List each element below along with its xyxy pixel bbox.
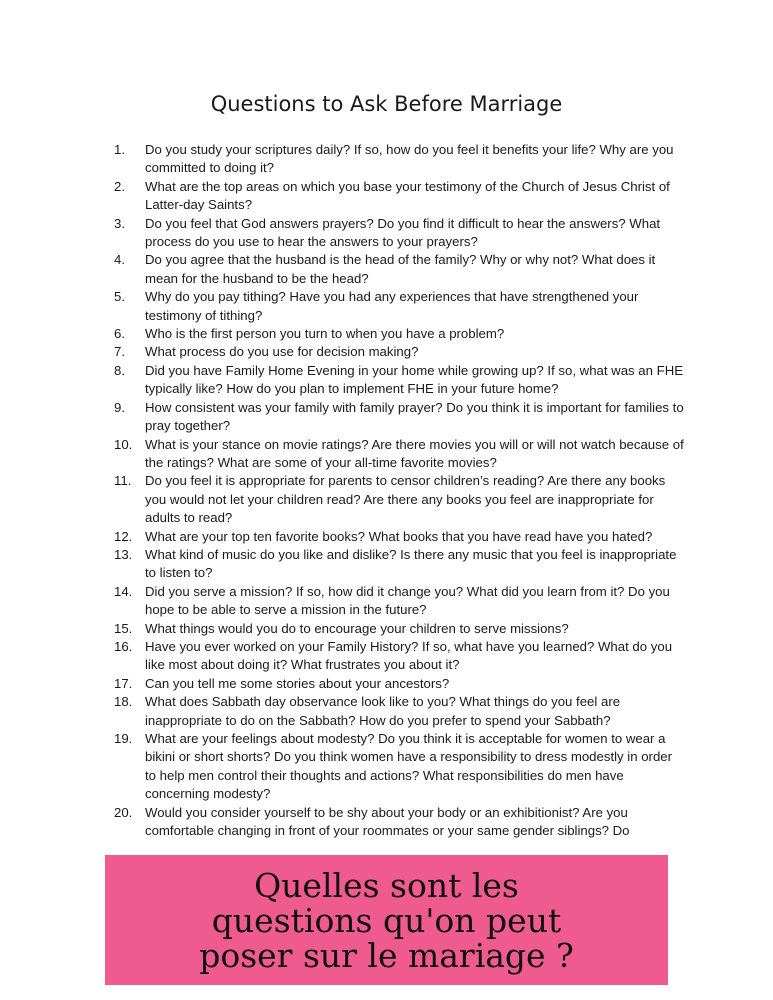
question-number: 5. <box>114 289 125 305</box>
question-text: What things would you do to encourage your children to serve missions? <box>145 620 569 636</box>
question-number: 11. <box>114 473 132 489</box>
question-number: 14. <box>114 583 133 599</box>
list-item <box>114 141 684 178</box>
list-item <box>114 288 684 325</box>
question-text: What are your top ten favorite books? What books that you have read have you hated? <box>145 528 653 544</box>
question-text: Do you agree that the husband is the head of the family? Why or why not? What does it mean for the husband to be the head? <box>145 252 656 286</box>
list-item <box>114 215 684 252</box>
question-text: Do you feel it is appropriate for parents to censor children’s reading? Are there any books you would not let your children read? Are there any books you feel are inappropriate for adults to read? <box>145 473 666 526</box>
question-number: 16. <box>114 638 133 654</box>
list-item <box>114 399 684 436</box>
question-number: 12. <box>114 528 133 544</box>
question-text: What does Sabbath day observance look like to you? What things do you feel are inappropriate to do on the Sabbath? How do you prefer to spend your Sabbath? <box>145 694 621 728</box>
list-item <box>114 472 684 527</box>
question-number: 6. <box>114 326 125 342</box>
question-text: Do you feel that God answers prayers? Do you find it difficult to hear the answers? What process do you use to hear the answers to your prayers? <box>145 215 661 250</box>
question-text: What kind of music do you like and dislike? Is there any music that you feel is inappropriate to listen to? <box>145 546 677 581</box>
page-title: Questions to Ask Before Marriage <box>210 92 563 116</box>
question-text: What are your feelings about modesty? Do you think it is acceptable for women to wear a bikini or short shorts? Do you think women have a responsibility to dress modestly in order to help men control their thoughts and actions? What responsibilities do men have concerning modesty? <box>145 731 673 802</box>
list-item <box>114 583 684 620</box>
question-text: Have you ever worked on your Family History? If so, what have you learned? What do you like most about doing it? What frustrates you about it? <box>145 638 673 673</box>
question-number: 7. <box>114 344 125 360</box>
list-item <box>114 804 684 841</box>
question-number: 20. <box>114 804 133 820</box>
question-number: 4. <box>114 252 125 268</box>
question-text: Did you serve a mission? If so, how did it change you? What did you learn from it? Do you hope to be able to serve a mission in the future? <box>145 583 670 618</box>
list-item <box>114 693 684 730</box>
list-item <box>114 730 684 804</box>
question-text: Why do you pay tithing? Have you had any experiences that have strengthened your testimony of tithing? <box>145 289 639 323</box>
question-number: 19. <box>114 731 133 746</box>
list-item <box>114 343 684 361</box>
question-number: 13. <box>114 546 133 562</box>
question-text: Do you study your scriptures daily? If so, how do you feel it benefits your life? Why are you committed to doing it? <box>145 142 674 176</box>
question-text: Who is the first person you turn to when you have a problem? <box>145 326 505 342</box>
question-text: Did you have Family Home Evening in your home while growing up? If so, what was an FHE typically like? How do you plan to implement FHE in your future home? <box>145 362 684 397</box>
question-number: 10. <box>114 436 133 452</box>
question-number: 18. <box>114 694 133 710</box>
question-number: 3. <box>114 215 125 231</box>
question-text: What process do you use for decision making? <box>145 344 419 360</box>
list-item <box>114 251 684 288</box>
question-number: 2. <box>114 178 125 194</box>
question-number: 17. <box>114 675 133 691</box>
question-text: How consistent was your family with family prayer? Do you think it is important for families to pray together? <box>145 399 684 434</box>
question-number: 9. <box>114 399 125 415</box>
list-item <box>114 675 684 693</box>
question-number: 1. <box>114 142 125 157</box>
question-text: Can you tell me some stories about your ancestors? <box>145 675 450 691</box>
question-text: Would you consider yourself to be shy about your body or an exhibitionist? Are you comfortable changing in front of your roommates or your same gender siblings? Do <box>145 804 630 839</box>
list-item <box>114 638 684 675</box>
question-number: 8. <box>114 362 125 378</box>
list-item <box>114 362 684 399</box>
caption-text: Quelles sont les questions qu'on peut poser sur le mariage ? <box>199 865 574 975</box>
list-item <box>114 436 684 473</box>
list-item <box>114 178 684 215</box>
list-item <box>114 620 684 638</box>
list-item <box>114 325 684 343</box>
question-text: What is your stance on movie ratings? Are there movies you will or will not watch because of the ratings? What are some of your all-time favorite movies? <box>145 436 684 470</box>
question-list <box>114 141 684 840</box>
list-item <box>114 546 684 583</box>
question-number: 15. <box>114 620 133 636</box>
list-item <box>114 528 684 546</box>
caption-banner <box>105 855 668 985</box>
question-text: What are the top areas on which you base your testimony of the Church of Jesus Christ of Latter-day Saints? <box>145 178 670 213</box>
